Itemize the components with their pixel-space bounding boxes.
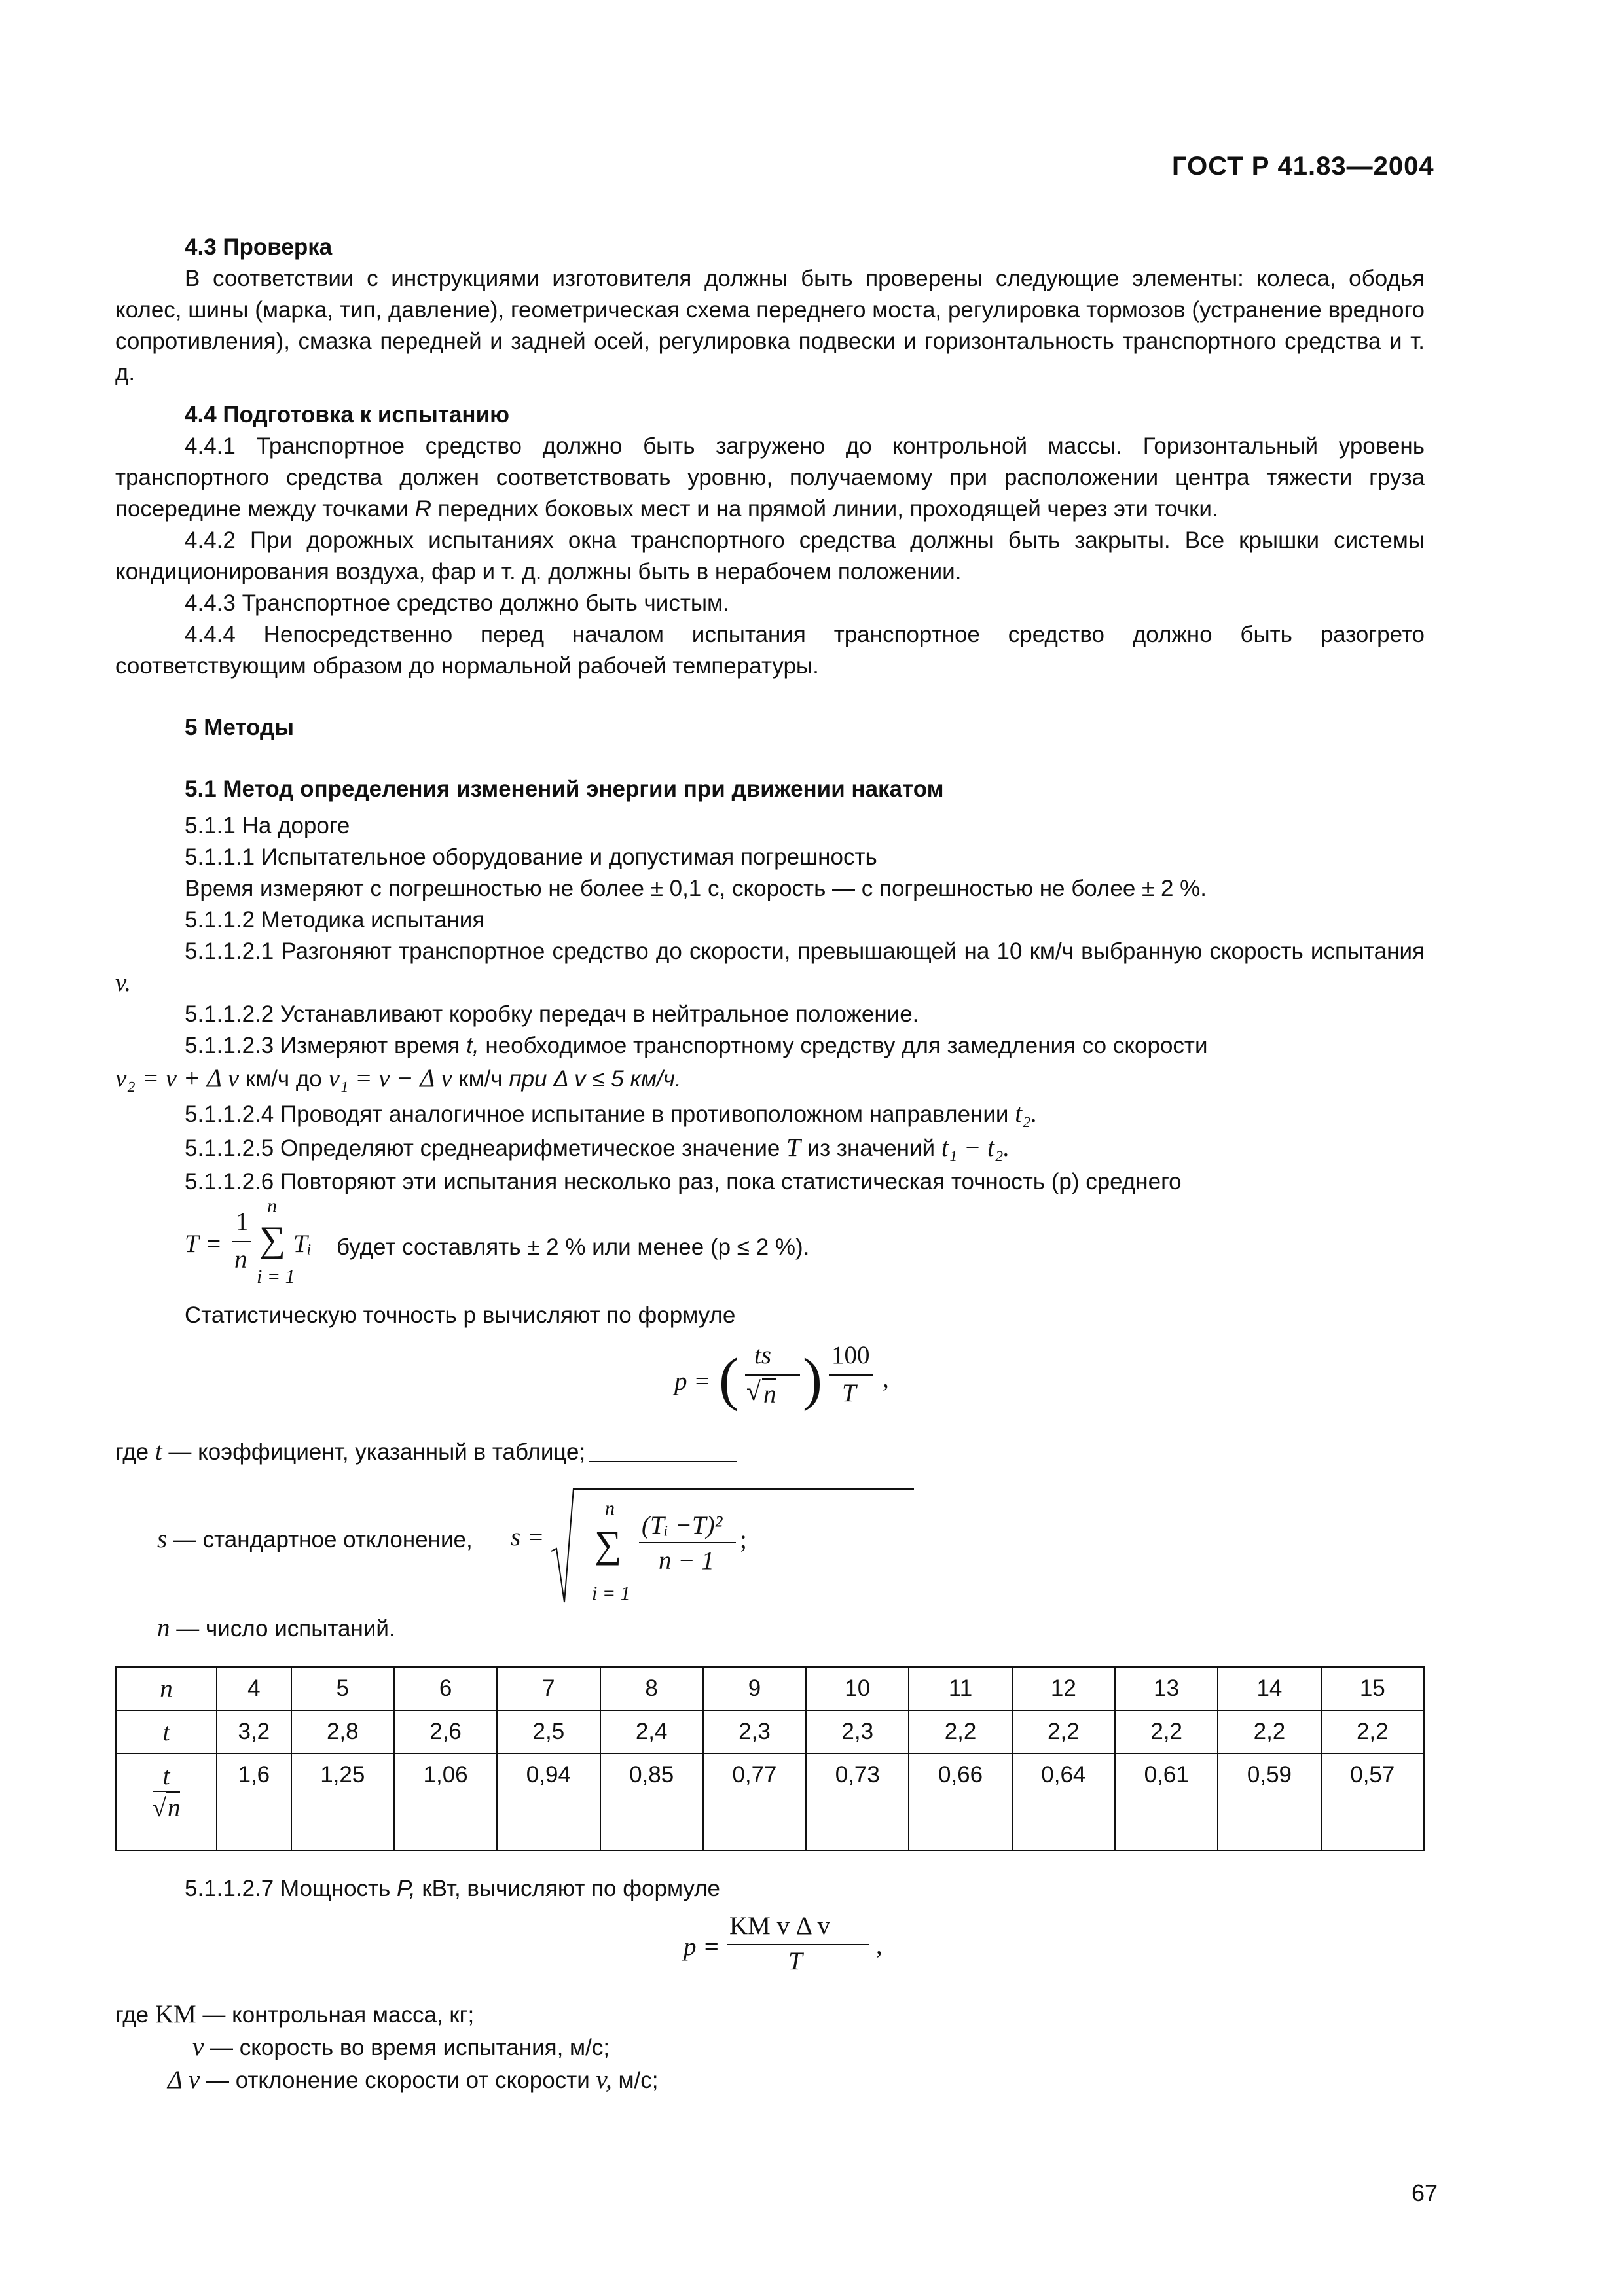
def-delta-v: Δ v — отклонение скорости от скорости v, м/с; [168, 2066, 659, 2094]
para-4-4-3: 4.4.3 Транспортное средство должно быть чистым. [185, 590, 729, 616]
table-row-t [116, 1710, 1424, 1753]
page-number: 67 [1412, 2179, 1438, 2206]
para-5-1-1-2-7: 5.1.1.2.7 Мощность P, кВт, вычисляют по формуле [185, 1876, 721, 1901]
para-5-1-1-2-4: 5.1.1.2.4 Проводят аналогичное испытание в противоположном направлении t₂. [185, 1100, 1038, 1128]
def-km: где KM — контрольная масса, кг; [115, 2000, 475, 2028]
formula-power: p = KM v Δ v T , [684, 1912, 883, 1975]
table-cell: 2,3 [703, 1710, 806, 1753]
para-accuracy-formula-intro: Статистическую точность р вычисляют по формуле [185, 1302, 736, 1328]
section-5-title: 5 Методы [185, 715, 295, 740]
table-cell: 0,66 [909, 1753, 1012, 1850]
table-cell: 13 [1115, 1667, 1218, 1710]
para-5-1-1-2-2: 5.1.1.2.2 Устанавливают коробку передач в нейтральное положение. [185, 1001, 919, 1027]
table-cell: 3,2 [217, 1710, 291, 1753]
table-cell: 7 [497, 1667, 600, 1710]
sqrt-sign-icon [550, 1486, 576, 1617]
table-cell: 2,8 [291, 1710, 394, 1753]
para-5-1-1: 5.1.1 На дороге [185, 813, 350, 838]
para-5-1-1-2-3: 5.1.1.2.3 Измеряют время t, необходимое транспортному средству для замедления со скорости [185, 1033, 1208, 1058]
table-cell: 6 [394, 1667, 497, 1710]
row-label-ratio: $\frac{t}{√n}$ [116, 1753, 217, 1850]
table-row-ratio [116, 1753, 1424, 1850]
table-cell: 0,94 [497, 1753, 600, 1850]
para-5-1-1-2-5: 5.1.1.2.5 Определяют среднеарифметическое значение T из значений t₁ − t₂. [185, 1134, 1010, 1162]
table-cell: 4 [217, 1667, 291, 1710]
table-cell: 1,25 [291, 1753, 394, 1850]
para-5-1-1-2: 5.1.1.2 Методика испытания [185, 907, 485, 933]
section-5-1-title: 5.1 Метод определения изменений энергии при движении накатом [185, 776, 944, 802]
table-cell: 5 [291, 1667, 394, 1710]
formula-mean-T: T = 1 n n ∑ i = 1 Tᵢ будет составлять ± 2 % или менее (p ≤ 2 %). [185, 1195, 810, 1287]
table-cell: 0,77 [703, 1753, 806, 1850]
table-cell: 14 [1218, 1667, 1321, 1710]
formula-accuracy-p: p = ( ts √ n ) 100 T , [674, 1341, 889, 1412]
table-cell: 0,85 [600, 1753, 703, 1850]
para-5-1-1-1: 5.1.1.1 Испытательное оборудование и допустимая погрешность [185, 844, 877, 870]
table-cell: 9 [703, 1667, 806, 1710]
table-cell: 10 [806, 1667, 909, 1710]
table-cell: 12 [1012, 1667, 1115, 1710]
table-cell: 0,61 [1115, 1753, 1218, 1850]
coefficient-table [115, 1666, 1425, 1851]
table-cell: 1,06 [394, 1753, 497, 1850]
table-cell: 2,2 [1321, 1710, 1424, 1753]
table-cell: 0,73 [806, 1753, 909, 1850]
table-cell: 11 [909, 1667, 1012, 1710]
para-accuracy: Время измеряют с погрешностью не более ± 0,1 с, скорость — с погрешностью не более ± 2 %. [185, 876, 1207, 901]
def-s: s — стандартное отклонение, s = n ∑ i = 1 (Tᵢ −T)² n − 1 ; [157, 1486, 812, 1617]
underline-mark [589, 1461, 737, 1462]
table-cell: 2,5 [497, 1710, 600, 1753]
table-cell: 0,57 [1321, 1753, 1424, 1850]
row-label-t: t [116, 1710, 217, 1753]
row-label-n: n [116, 1667, 217, 1710]
def-t: где t — коэффициент, указанный в таблице; [115, 1437, 586, 1465]
table-cell: 2,2 [1012, 1710, 1115, 1753]
table-cell: 8 [600, 1667, 703, 1710]
standard-header: ГОСТ Р 41.83—2004 [1172, 152, 1434, 181]
speed-range-line: v₂ = v + Δ v км/ч до v₁ = v − Δ v км/ч при Δ v ≤ 5 км/ч. [115, 1064, 682, 1092]
table-cell: 0,64 [1012, 1753, 1115, 1850]
table-cell: 15 [1321, 1667, 1424, 1710]
table-cell: 1,6 [217, 1753, 291, 1850]
table-cell: 2,3 [806, 1710, 909, 1753]
section-4-3-text: В соответствии с инструкциями изготовителя должны быть проверены следующие элементы: колеса, ободья колес, шины (марка, тип, давление), геометрическая схема переднего моста, регулировка тормозов (устранение вредного сопротивления), смазка передней и задней осей, регулировка подвески и горизонтальность транспортного средства и т. д. [115, 266, 1425, 386]
table-cell: 2,2 [1218, 1710, 1321, 1753]
section-4-4-title: 4.4 Подготовка к испытанию [185, 402, 509, 427]
para-4-4-2: 4.4.2 При дорожных испытаниях окна транспортного средства должны быть закрыты. Все крышки системы кондиционирования воздуха, фар и т. д. должны быть в нерабочем положении. [115, 528, 1425, 584]
table-cell: 2,6 [394, 1710, 497, 1753]
table-cell: 2,4 [600, 1710, 703, 1753]
para-4-4-1: 4.4.1 Транспортное средство должно быть загружено до контрольной массы. Горизонтальный уровень транспортного средства должен соответствовать уровню, получаемому при расположении центра тяжести груза посередине между точками R передних боковых мест и на прямой линии, проходящей через эти точки. [115, 433, 1425, 522]
table-row-n [116, 1667, 1424, 1710]
section-4-3-title: 4.3 Проверка [185, 234, 333, 260]
def-n: n — число испытаний. [157, 1614, 395, 1642]
para-4-4-4: 4.4.4 Непосредственно перед началом испытания транспортное средство должно быть разогрето соответствующим образом до нормальной рабочей температуры. [115, 622, 1425, 679]
table-cell: 2,2 [909, 1710, 1012, 1753]
para-5-1-1-2-1: 5.1.1.2.1 Разгоняют транспортное средство до скорости, превышающей на 10 км/ч выбранную скорость испытания v. [115, 939, 1425, 997]
para-5-1-1-2-6: 5.1.1.2.6 Повторяют эти испытания несколько раз, пока статистическая точность (р) среднего [185, 1169, 1182, 1194]
def-v: v — скорость во время испытания, м/с; [192, 2033, 610, 2061]
table-cell: 0,59 [1218, 1753, 1321, 1850]
table-cell: 2,2 [1115, 1710, 1218, 1753]
